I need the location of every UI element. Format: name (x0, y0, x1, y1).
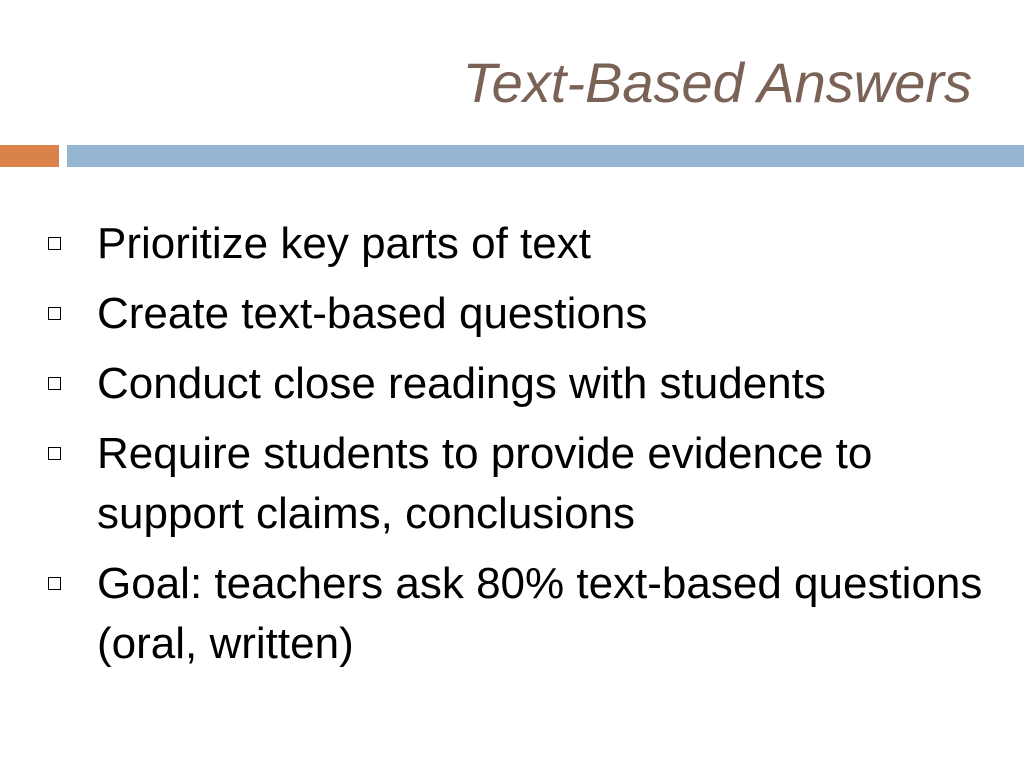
hollow-square-icon (48, 577, 61, 590)
bullet-item (0, 354, 1000, 414)
bullet-item (0, 424, 1000, 544)
bullet-text: Prioritize key parts of text (97, 219, 591, 268)
bullet-item (0, 284, 1000, 344)
bullet-text: Create text-based questions (97, 289, 648, 338)
bullet-text: Conduct close readings with students (97, 359, 826, 408)
hollow-square-icon (48, 307, 61, 320)
bullet-list (0, 214, 1000, 684)
bullet-item (0, 214, 1000, 274)
hollow-square-icon (48, 377, 61, 390)
hollow-square-icon (48, 447, 61, 460)
bullet-text: Goal: teachers ask 80% text-based questions (oral, written) (97, 559, 983, 668)
slide-title: Text-Based Answers (462, 51, 972, 114)
title-accent-bar (0, 145, 59, 167)
title-divider-bar (67, 145, 1024, 167)
hollow-square-icon (48, 237, 61, 250)
bullet-text: Require students to provide evidence to support claims, conclusions (97, 429, 873, 538)
bullet-item (0, 554, 1000, 674)
